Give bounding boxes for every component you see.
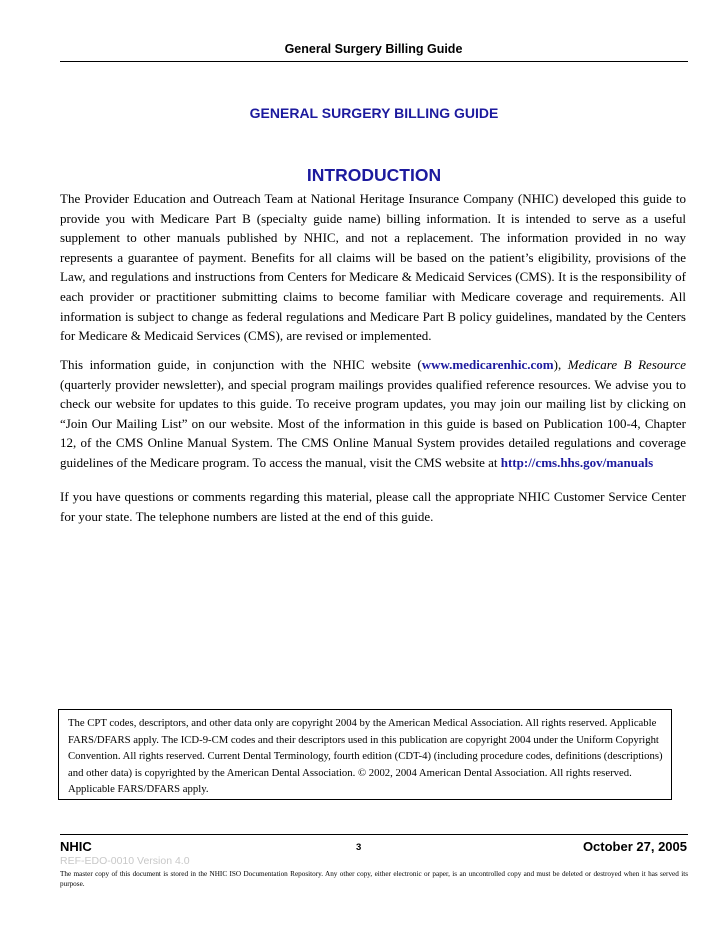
contact-paragraph	[60, 487, 686, 526]
page-number: 3	[356, 842, 362, 853]
footer-rule	[60, 834, 688, 835]
document-version: REF-EDO-0010 Version 4.0	[60, 855, 190, 867]
resources-paragraph-text	[60, 355, 686, 473]
resources-text-b: ),	[553, 357, 568, 372]
resources-text-c: (quarterly provider newsletter), and special program mailings provides qualified reference resources. We advise you to check our website for updates to this guide. To receive program updates, you may join our mailing list by clicking on “Join Our Mailing List” on our website. Most of the information in this guide is based on Publication 100-4, Chapter 12, of the CMS Online Manual System. The CMS Online Manual System provides detailed regulations and coverage guidelines of the Medicare program. To access the manual, visit the CMS website at	[60, 376, 686, 470]
copyright-box	[58, 709, 672, 800]
document-title: GENERAL SURGERY BILLING GUIDE	[249, 105, 499, 121]
copyright-notice: The CPT codes, descriptors, and other data only are copyright 2004 by the American Medical Association. All rights reserved. Applicable FARS/DFARS apply. The ICD-9-CM codes and their descriptors used in this publication are copyright 2004 under the Uniform Copyright Convention. All rights reserved. Current Dental Terminology, fourth edition (CDT-4) (including procedure codes, definitions (descriptions) and other data) is copyrighted by the American Dental Association. © 2002, 2004 American Dental Association. All rights reserved. Applicable FARS/DFARS apply.	[68, 717, 663, 795]
contact-paragraph-text: If you have questions or comments regarding this material, please call the appropriate NHIC Customer Service Center for your state. The telephone numbers are listed at the end of this guide.	[60, 489, 686, 524]
cms-manuals-link[interactable]: http://cms.hhs.gov/manuals	[500, 454, 654, 470]
newsletter-title: Medicare B Resource	[567, 357, 686, 372]
header-rule	[60, 61, 688, 62]
footer-date: October 27, 2005	[582, 839, 687, 854]
intro-paragraph	[60, 189, 686, 346]
section-title: INTRODUCTION	[306, 165, 442, 185]
website-link[interactable]: www.medicarenhic.com	[421, 357, 554, 372]
running-header: General Surgery Billing Guide	[284, 42, 463, 56]
resources-text-a: This information guide, in conjunction with the NHIC website (	[60, 357, 422, 372]
resources-paragraph	[60, 355, 686, 473]
master-copy-note: The master copy of this document is stored in the NHIC ISO Documentation Repository. Any other copy, either electronic or paper, is an uncontrolled copy and must be deleted or destroyed when it has served its purpose.	[60, 870, 688, 888]
intro-paragraph-text: The Provider Education and Outreach Team at National Heritage Insurance Company (NHIC) developed this guide to provide you with Medicare Part B (specialty guide name) billing information. It is intended to serve as a useful supplement to other manuals published by NHIC, and not a replacement. The information provided in no way represents a guarantee of payment. Benefits for all claims will be based on the patient’s eligibility, provisions of the Law, and regulations and instructions from Centers for Medicare & Medicaid Services (CMS). It is the responsibility of each provider or practitioner submitting claims to become familiar with Medicare coverage and requirements. All information is subject to change as federal regulations and Medicare Part B policy guidelines, mandated by the Centers for Medicare & Medicaid Services (CMS), are revised or implemented.	[60, 191, 686, 344]
footer-org: NHIC	[60, 839, 92, 854]
